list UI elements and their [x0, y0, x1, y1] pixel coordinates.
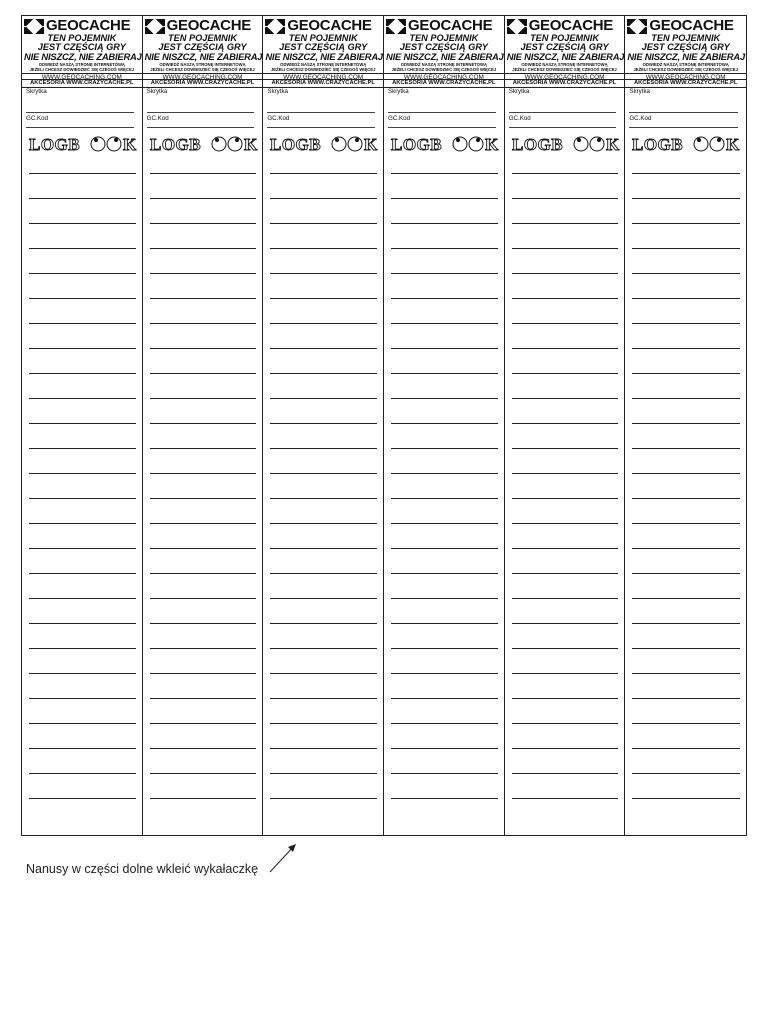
log-entry-line[interactable]: [512, 398, 619, 399]
log-entry-line[interactable]: [270, 523, 377, 524]
log-entry-line[interactable]: [150, 398, 257, 399]
log-entry-line[interactable]: [512, 773, 619, 774]
log-entry-line[interactable]: [270, 223, 377, 224]
tagline-part-of-game: JEST CZĘŚCIĄ GRY: [158, 42, 247, 52]
arrow-up-right-icon: [268, 842, 298, 874]
log-entry-line[interactable]: [512, 348, 619, 349]
geocaching-logo-icon: [265, 19, 285, 34]
gc-code-field[interactable]: [629, 127, 738, 128]
log-entry-line[interactable]: [632, 573, 740, 574]
brand-row: [145, 18, 261, 34]
log-entry-line[interactable]: [512, 473, 619, 474]
log-entry-line[interactable]: [632, 648, 740, 649]
log-entry-lines: [263, 173, 383, 799]
log-entry-line[interactable]: [391, 448, 498, 449]
geocaching-logo-icon: [507, 19, 527, 34]
gc-code-label: GC.Kod: [267, 115, 290, 122]
visit-website-note: ODWIEDŹ NASZĄ STRONĘ INTERNETOWĄ: [400, 62, 487, 67]
log-entry-line[interactable]: [29, 623, 136, 624]
log-entry-lines: [384, 173, 504, 799]
tagline-do-not-destroy: NIE NISZCZ, NIE ZABIERAJ: [627, 51, 745, 62]
gc-code-field[interactable]: [267, 127, 375, 128]
cache-name-label: Skrytka: [629, 88, 650, 95]
log-entry-line[interactable]: [391, 198, 498, 199]
logbook-strip: [263, 16, 384, 835]
geocaching-logo-icon: [24, 19, 44, 34]
cache-name-label: Skrytka: [508, 88, 530, 95]
log-entry-line[interactable]: [391, 473, 498, 474]
logbook-wordmark-graphic: [149, 135, 259, 153]
log-entry-line[interactable]: [512, 798, 619, 799]
svg-text:K: K: [605, 135, 619, 153]
logbook-wordmark: [511, 135, 625, 153]
tagline-do-not-destroy: NIE NISZCZ, NIE ZABIERAJ: [506, 51, 625, 62]
tagline-container: TEN POJEMNIK: [409, 33, 479, 43]
accessories-url: AKCESORIA WWW.CRAZYCACHE.PL: [143, 79, 263, 88]
log-entry-line[interactable]: [29, 598, 136, 599]
gc-code-field[interactable]: [388, 127, 496, 128]
log-entry-line[interactable]: [391, 748, 498, 749]
log-entry-line[interactable]: [270, 773, 377, 774]
log-entry-line[interactable]: [391, 673, 498, 674]
log-entry-line[interactable]: [512, 523, 619, 524]
instruction-note: Nanusy w części dolne wkleić wykałaczkę: [26, 862, 259, 876]
tagline-part-of-game: JEST CZĘŚCIĄ GRY: [399, 42, 488, 52]
log-entry-line[interactable]: [270, 323, 377, 324]
log-entry-line[interactable]: [29, 698, 136, 699]
log-entry-line[interactable]: [391, 323, 498, 324]
log-entry-line[interactable]: [29, 248, 136, 249]
log-entry-line[interactable]: [512, 723, 619, 724]
brand-row: [627, 18, 744, 34]
log-entry-line[interactable]: [270, 623, 377, 624]
log-entry-line[interactable]: [391, 498, 498, 499]
log-entry-line[interactable]: [512, 573, 619, 574]
logbook-wordmark: [631, 135, 746, 153]
log-entry-line[interactable]: [512, 298, 619, 299]
log-entry-line[interactable]: [150, 673, 257, 674]
log-entry-line[interactable]: [270, 398, 377, 399]
logbook-wordmark: [269, 135, 383, 153]
learn-more-note: JEŻELI CHCESZ DOWIEDZIEĆ SIĘ CZEGOŚ WIĘCEJ: [29, 67, 135, 72]
log-entry-line[interactable]: [632, 798, 740, 799]
log-entry-line[interactable]: [29, 398, 136, 399]
website-url: WWW.GEOCACHING.COM: [143, 73, 263, 81]
strip-header: [505, 16, 625, 79]
log-entry-line[interactable]: [512, 748, 619, 749]
log-entry-line[interactable]: [632, 423, 740, 424]
log-entry-line[interactable]: [150, 348, 257, 349]
logbook-strip: [143, 16, 264, 835]
log-entry-line[interactable]: [632, 723, 740, 724]
log-entry-line[interactable]: [150, 623, 257, 624]
website-url: WWW.GEOCACHING.COM: [505, 73, 625, 81]
log-entry-line[interactable]: [270, 273, 377, 274]
log-entry-line[interactable]: [632, 323, 740, 324]
log-entry-line[interactable]: [150, 173, 257, 174]
log-entry-line[interactable]: [270, 298, 377, 299]
log-entry-line[interactable]: [391, 573, 498, 574]
logbook-strip: [505, 16, 626, 835]
log-entry-line[interactable]: [29, 673, 136, 674]
log-entry-line[interactable]: [150, 548, 257, 549]
log-entry-line[interactable]: [270, 723, 377, 724]
log-entry-line[interactable]: [270, 473, 377, 474]
brand-title: GEOCACHE: [649, 17, 734, 34]
log-entry-line[interactable]: [270, 173, 377, 174]
cache-name-label: Skrytka: [267, 88, 288, 95]
log-entry-line[interactable]: [632, 223, 740, 224]
brand-row: [386, 18, 502, 34]
log-entry-line[interactable]: [512, 423, 619, 424]
log-entry-line[interactable]: [270, 648, 377, 649]
learn-more-note: JEŻELI CHCESZ DOWIEDZIEĆ SIĘ CZEGOŚ WIĘCEJ: [391, 67, 497, 72]
log-entry-line[interactable]: [632, 548, 740, 549]
log-entry-line[interactable]: [29, 773, 136, 774]
log-entry-line[interactable]: [29, 323, 136, 324]
svg-text:LOGB: LOGB: [391, 135, 443, 153]
log-entry-line[interactable]: [270, 348, 377, 349]
log-entry-line[interactable]: [270, 498, 377, 499]
geocaching-logo-icon: [627, 19, 647, 34]
log-entry-line[interactable]: [150, 773, 257, 774]
cache-name-field[interactable]: [267, 112, 375, 113]
log-entry-line[interactable]: [29, 648, 136, 649]
log-entry-line[interactable]: [632, 673, 740, 674]
log-entry-line[interactable]: [632, 248, 740, 249]
visit-website-note: ODWIEDŹ NASZĄ STRONĘ INTERNETOWĄ: [642, 62, 729, 67]
log-entry-line[interactable]: [29, 373, 136, 374]
geocaching-logo-icon: [386, 19, 406, 34]
log-entry-line[interactable]: [29, 748, 136, 749]
log-entry-line[interactable]: [270, 573, 377, 574]
strip-header: [22, 16, 142, 79]
logbook-wordmark-graphic: [631, 135, 741, 153]
tagline-part-of-game: JEST CZĘŚCIĄ GRY: [279, 42, 368, 52]
log-entry-line[interactable]: [512, 623, 619, 624]
svg-text:K: K: [364, 135, 378, 153]
log-entry-line[interactable]: [512, 648, 619, 649]
log-entry-line[interactable]: [150, 498, 257, 499]
geocaching-logo-icon: [145, 19, 165, 34]
log-entry-line[interactable]: [391, 773, 498, 774]
log-entry-line[interactable]: [632, 198, 740, 199]
log-entry-line[interactable]: [29, 548, 136, 549]
tagline-do-not-destroy: NIE NISZCZ, NIE ZABIERAJ: [265, 51, 383, 62]
svg-text:K: K: [123, 135, 137, 153]
log-entry-line[interactable]: [29, 498, 136, 499]
log-entry-line[interactable]: [512, 698, 619, 699]
logbook-wordmark: [149, 135, 263, 153]
log-entry-line[interactable]: [270, 448, 377, 449]
log-entry-line[interactable]: [391, 798, 498, 799]
log-entry-line[interactable]: [512, 598, 619, 599]
logbook-wordmark-graphic: [390, 135, 500, 153]
brand-row: [507, 18, 623, 34]
cache-name-field[interactable]: [388, 112, 496, 113]
log-entry-line[interactable]: [150, 523, 257, 524]
cache-name-label: Skrytka: [146, 88, 168, 95]
log-entry-lines: [625, 173, 746, 799]
gc-code-label: GC.Kod: [26, 115, 49, 122]
cache-name-field[interactable]: [26, 112, 134, 113]
log-entry-line[interactable]: [632, 448, 740, 449]
learn-more-note: JEŻELI CHCESZ DOWIEDZIEĆ SIĘ CZEGOŚ WIĘCEJ: [633, 67, 738, 72]
strip-header: [263, 16, 383, 79]
svg-text:LOGB: LOGB: [29, 135, 81, 153]
log-entry-line[interactable]: [150, 448, 257, 449]
log-entry-line[interactable]: [632, 498, 740, 499]
gc-code-label: GC.Kod: [146, 115, 169, 122]
log-entry-line[interactable]: [391, 723, 498, 724]
log-entry-line[interactable]: [29, 198, 136, 199]
cache-name-field[interactable]: [509, 112, 617, 113]
logbook-wordmark-graphic: [511, 135, 621, 153]
log-entry-line[interactable]: [29, 723, 136, 724]
strip-header: [384, 16, 504, 79]
log-entry-line[interactable]: [29, 473, 136, 474]
log-entry-line[interactable]: [150, 373, 257, 374]
tagline-container: TEN POJEMNIK: [168, 33, 237, 43]
log-entry-line[interactable]: [270, 248, 377, 249]
log-entry-line[interactable]: [29, 223, 136, 224]
log-entry-line[interactable]: [512, 198, 619, 199]
log-entry-line[interactable]: [632, 523, 740, 524]
log-entry-line[interactable]: [150, 273, 257, 274]
learn-more-note: JEŻELI CHCESZ DOWIEDZIEĆ SIĘ CZEGOŚ WIĘCEJ: [150, 67, 255, 72]
log-entry-line[interactable]: [270, 198, 377, 199]
log-entry-line[interactable]: [512, 223, 619, 224]
svg-text:LOGB: LOGB: [511, 135, 563, 153]
log-entry-line[interactable]: [391, 523, 498, 524]
tagline-part-of-game: JEST CZĘŚCIĄ GRY: [520, 42, 609, 52]
brand-row: [265, 18, 381, 34]
log-entry-line[interactable]: [512, 323, 619, 324]
visit-website-note: ODWIEDŹ NASZĄ STRONĘ INTERNETOWĄ: [159, 62, 246, 67]
log-entry-line[interactable]: [391, 548, 498, 549]
log-entry-line[interactable]: [632, 298, 740, 299]
visit-website-note: ODWIEDŹ NASZĄ STRONĘ INTERNETOWĄ: [280, 62, 367, 67]
brand-title: GEOCACHE: [166, 17, 251, 34]
log-entry-line[interactable]: [150, 798, 257, 799]
logbook-wordmark-graphic: [269, 135, 379, 153]
svg-text:LOGB: LOGB: [632, 135, 684, 153]
website-url: WWW.GEOCACHING.COM: [625, 73, 746, 81]
accessories-url: AKCESORIA WWW.CRAZYCACHE.PL: [384, 79, 504, 88]
log-entry-line[interactable]: [391, 223, 498, 224]
log-entry-line[interactable]: [391, 173, 498, 174]
tagline-do-not-destroy: NIE NISZCZ, NIE ZABIERAJ: [24, 51, 142, 62]
logbook-strip: [22, 16, 143, 835]
svg-text:LOGB: LOGB: [149, 135, 201, 153]
log-entry-line[interactable]: [29, 798, 136, 799]
svg-text:K: K: [726, 135, 740, 153]
learn-more-note: JEŻELI CHCESZ DOWIEDZIEĆ SIĘ CZEGOŚ WIĘCEJ: [512, 67, 617, 72]
log-entry-line[interactable]: [632, 598, 740, 599]
log-entry-line[interactable]: [632, 348, 740, 349]
log-entry-line[interactable]: [512, 248, 619, 249]
brand-title: GEOCACHE: [287, 17, 372, 34]
log-entry-line[interactable]: [150, 648, 257, 649]
log-entry-line[interactable]: [150, 423, 257, 424]
gc-code-label: GC.Kod: [508, 115, 531, 122]
logbook-sheet: [21, 15, 747, 836]
log-entry-line[interactable]: [270, 748, 377, 749]
log-entry-line[interactable]: [391, 648, 498, 649]
svg-text:LOGB: LOGB: [270, 135, 322, 153]
log-entry-line[interactable]: [29, 573, 136, 574]
log-entry-line[interactable]: [632, 698, 740, 699]
tagline-part-of-game: JEST CZĘŚCIĄ GRY: [37, 42, 126, 52]
log-entry-line[interactable]: [270, 598, 377, 599]
log-entry-line[interactable]: [270, 423, 377, 424]
log-entry-line[interactable]: [391, 698, 498, 699]
tagline-do-not-destroy: NIE NISZCZ, NIE ZABIERAJ: [386, 51, 504, 62]
gc-code-label: GC.Kod: [388, 115, 411, 122]
log-entry-line[interactable]: [270, 698, 377, 699]
website-url: WWW.GEOCACHING.COM: [263, 73, 383, 81]
log-entry-lines: [22, 173, 142, 799]
visit-website-note: ODWIEDŹ NASZĄ STRONĘ INTERNETOWĄ: [521, 62, 608, 67]
log-entry-line[interactable]: [391, 273, 498, 274]
logbook-strip: [625, 16, 746, 835]
gc-code-field[interactable]: [26, 127, 134, 128]
tagline-container: TEN POJEMNIK: [288, 33, 358, 43]
log-entry-line[interactable]: [150, 598, 257, 599]
gc-code-field[interactable]: [509, 127, 617, 128]
strip-header: [143, 16, 263, 79]
logbook-wordmark: [28, 135, 142, 153]
logbook-strip: [384, 16, 505, 835]
log-entry-line[interactable]: [632, 623, 740, 624]
cache-name-field[interactable]: [147, 112, 255, 113]
brand-title: GEOCACHE: [408, 17, 493, 34]
log-entry-line[interactable]: [512, 173, 619, 174]
log-entry-line[interactable]: [512, 373, 619, 374]
log-entry-line[interactable]: [632, 773, 740, 774]
log-entry-line[interactable]: [391, 623, 498, 624]
log-entry-line[interactable]: [150, 198, 257, 199]
log-entry-line[interactable]: [150, 248, 257, 249]
log-entry-line[interactable]: [150, 573, 257, 574]
log-entry-line[interactable]: [391, 298, 498, 299]
log-entry-line[interactable]: [29, 423, 136, 424]
cache-name-label: Skrytka: [388, 88, 409, 95]
tagline-container: TEN POJEMNIK: [47, 33, 117, 43]
log-entry-line[interactable]: [150, 473, 257, 474]
log-entry-line[interactable]: [270, 548, 377, 549]
strip-header: [625, 16, 746, 79]
log-entry-lines: [143, 173, 263, 799]
log-entry-line[interactable]: [391, 348, 498, 349]
log-entry-line[interactable]: [150, 698, 257, 699]
website-url: WWW.GEOCACHING.COM: [384, 73, 504, 81]
log-entry-line[interactable]: [270, 373, 377, 374]
log-entry-line[interactable]: [632, 398, 740, 399]
tagline-do-not-destroy: NIE NISZCZ, NIE ZABIERAJ: [144, 51, 263, 62]
log-entry-line[interactable]: [391, 248, 498, 249]
cache-name-label: Skrytka: [26, 88, 47, 95]
log-entry-line[interactable]: [29, 348, 136, 349]
log-entry-line[interactable]: [512, 548, 619, 549]
log-entry-line[interactable]: [391, 398, 498, 399]
brand-row: [24, 18, 140, 34]
tagline-container: TEN POJEMNIK: [651, 33, 721, 43]
accessories-url: AKCESORIA WWW.CRAZYCACHE.PL: [505, 79, 625, 88]
log-entry-line[interactable]: [632, 273, 740, 274]
log-entry-line[interactable]: [150, 723, 257, 724]
log-entry-line[interactable]: [270, 798, 377, 799]
accessories-url: AKCESORIA WWW.CRAZYCACHE.PL: [22, 79, 142, 88]
brand-title: GEOCACHE: [46, 17, 131, 34]
log-entry-line[interactable]: [29, 173, 136, 174]
log-entry-line[interactable]: [632, 748, 740, 749]
accessories-url: AKCESORIA WWW.CRAZYCACHE.PL: [263, 79, 383, 88]
log-entry-line[interactable]: [632, 473, 740, 474]
svg-text:K: K: [485, 135, 499, 153]
gc-code-field[interactable]: [147, 127, 255, 128]
cache-name-field[interactable]: [629, 112, 738, 113]
log-entry-line[interactable]: [29, 448, 136, 449]
log-entry-line[interactable]: [150, 748, 257, 749]
log-entry-line[interactable]: [512, 673, 619, 674]
log-entry-line[interactable]: [512, 273, 619, 274]
log-entry-line[interactable]: [29, 298, 136, 299]
website-url: WWW.GEOCACHING.COM: [22, 73, 142, 81]
log-entry-line[interactable]: [150, 223, 257, 224]
brand-title: GEOCACHE: [528, 17, 613, 34]
log-entry-line[interactable]: [29, 523, 136, 524]
log-entry-line[interactable]: [29, 273, 136, 274]
tagline-part-of-game: JEST CZĘŚCIĄ GRY: [641, 42, 730, 52]
gc-code-label: GC.Kod: [629, 115, 652, 122]
accessories-url: AKCESORIA WWW.CRAZYCACHE.PL: [625, 79, 746, 88]
svg-text:K: K: [243, 135, 257, 153]
log-entry-lines: [505, 173, 625, 799]
logbook-wordmark-graphic: [28, 135, 138, 153]
log-entry-line[interactable]: [270, 673, 377, 674]
learn-more-note: JEŻELI CHCESZ DOWIEDZIEĆ SIĘ CZEGOŚ WIĘCEJ: [270, 67, 376, 72]
log-entry-line[interactable]: [632, 173, 740, 174]
log-entry-line[interactable]: [512, 448, 619, 449]
log-entry-line[interactable]: [150, 298, 257, 299]
log-entry-line[interactable]: [150, 323, 257, 324]
tagline-container: TEN POJEMNIK: [530, 33, 599, 43]
log-entry-line[interactable]: [391, 598, 498, 599]
log-entry-line[interactable]: [632, 373, 740, 374]
log-entry-line[interactable]: [391, 423, 498, 424]
visit-website-note: ODWIEDŹ NASZĄ STRONĘ INTERNETOWĄ: [38, 62, 125, 67]
logbook-wordmark: [390, 135, 504, 153]
log-entry-line[interactable]: [512, 498, 619, 499]
log-entry-line[interactable]: [391, 373, 498, 374]
